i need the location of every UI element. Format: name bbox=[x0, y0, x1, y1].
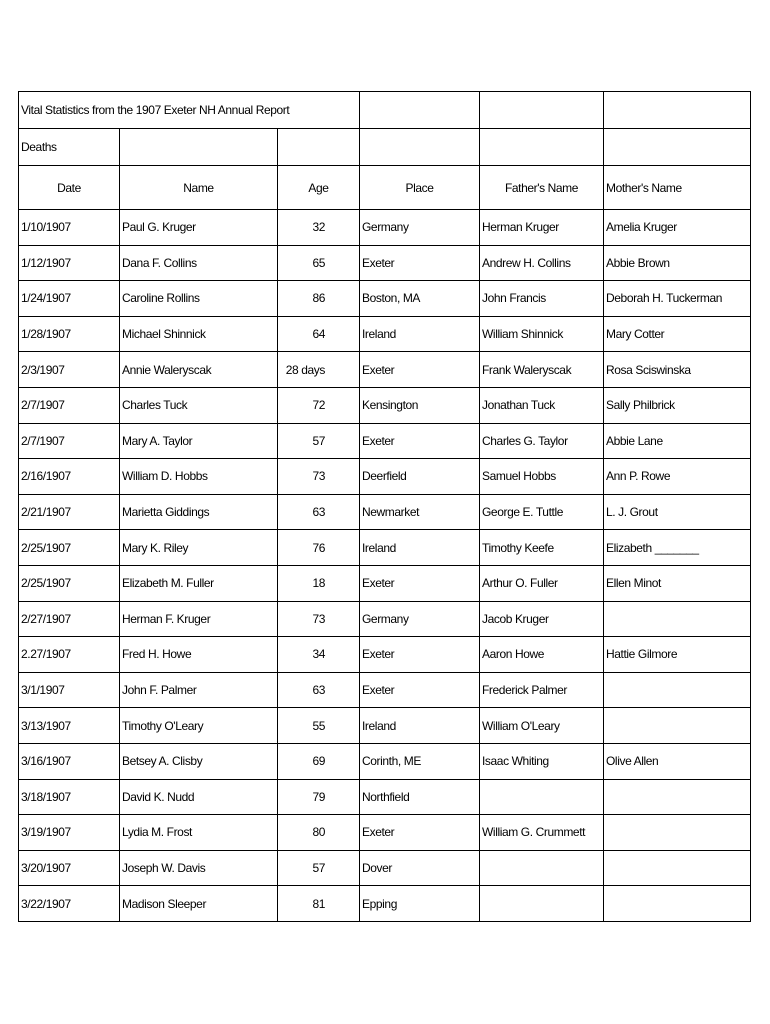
cell-mother: Abbie Lane bbox=[604, 423, 751, 459]
cell-name: Paul G. Kruger bbox=[120, 210, 278, 246]
cell-age: 65 bbox=[278, 245, 360, 281]
table-row bbox=[19, 708, 751, 744]
cell-name: Michael Shinnick bbox=[120, 316, 278, 352]
cell-father: George E. Tuttle bbox=[480, 494, 604, 530]
cell-mother bbox=[604, 672, 751, 708]
cell-mother bbox=[604, 886, 751, 922]
cell-father: Andrew H. Collins bbox=[480, 245, 604, 281]
cell-age: 72 bbox=[278, 387, 360, 423]
cell-name: David K. Nudd bbox=[120, 779, 278, 815]
cell-age: 79 bbox=[278, 779, 360, 815]
cell-name: Elizabeth M. Fuller bbox=[120, 565, 278, 601]
cell-date: 3/20/1907 bbox=[19, 850, 120, 886]
table-row bbox=[19, 494, 751, 530]
cell-father: John Francis bbox=[480, 281, 604, 317]
section-row bbox=[19, 129, 751, 166]
cell-place: Exeter bbox=[360, 245, 480, 281]
cell-father: Timothy Keefe bbox=[480, 530, 604, 566]
cell-age: 63 bbox=[278, 494, 360, 530]
cell-place: Exeter bbox=[360, 352, 480, 388]
empty-cell bbox=[480, 92, 604, 129]
cell-name: Marietta Giddings bbox=[120, 494, 278, 530]
cell-mother bbox=[604, 708, 751, 744]
table-row bbox=[19, 850, 751, 886]
cell-name: Herman F. Kruger bbox=[120, 601, 278, 637]
table-row bbox=[19, 530, 751, 566]
cell-place: Exeter bbox=[360, 423, 480, 459]
cell-father bbox=[480, 850, 604, 886]
cell-place: Boston, MA bbox=[360, 281, 480, 317]
cell-date: 2/16/1907 bbox=[19, 459, 120, 495]
cell-father: William G. Crummett bbox=[480, 815, 604, 851]
cell-date: 2/3/1907 bbox=[19, 352, 120, 388]
empty-cell bbox=[480, 129, 604, 166]
empty-cell bbox=[360, 92, 480, 129]
cell-mother: Olive Allen bbox=[604, 743, 751, 779]
table-row bbox=[19, 886, 751, 922]
cell-age: 64 bbox=[278, 316, 360, 352]
cell-date: 3/19/1907 bbox=[19, 815, 120, 851]
cell-age: 81 bbox=[278, 886, 360, 922]
cell-name: Mary A. Taylor bbox=[120, 423, 278, 459]
table-row bbox=[19, 459, 751, 495]
cell-mother bbox=[604, 601, 751, 637]
cell-date: 3/13/1907 bbox=[19, 708, 120, 744]
cell-date: 1/28/1907 bbox=[19, 316, 120, 352]
cell-age: 76 bbox=[278, 530, 360, 566]
cell-age: 69 bbox=[278, 743, 360, 779]
cell-place: Germany bbox=[360, 210, 480, 246]
cell-father bbox=[480, 779, 604, 815]
table-row bbox=[19, 387, 751, 423]
cell-name: Dana F. Collins bbox=[120, 245, 278, 281]
cell-father: Aaron Howe bbox=[480, 637, 604, 673]
cell-father: Charles G. Taylor bbox=[480, 423, 604, 459]
cell-date: 2/7/1907 bbox=[19, 387, 120, 423]
empty-cell bbox=[360, 129, 480, 166]
cell-name: Annie Waleryscak bbox=[120, 352, 278, 388]
header-row bbox=[19, 166, 751, 210]
cell-place: Exeter bbox=[360, 672, 480, 708]
cell-date: 2/25/1907 bbox=[19, 565, 120, 601]
cell-place: Dover bbox=[360, 850, 480, 886]
cell-place: Newmarket bbox=[360, 494, 480, 530]
cell-place: Northfield bbox=[360, 779, 480, 815]
cell-date: 1/24/1907 bbox=[19, 281, 120, 317]
header-name: Name bbox=[120, 166, 278, 210]
table-row bbox=[19, 316, 751, 352]
cell-place: Ireland bbox=[360, 530, 480, 566]
cell-mother bbox=[604, 779, 751, 815]
table-row bbox=[19, 601, 751, 637]
cell-age: 57 bbox=[278, 850, 360, 886]
cell-name: Betsey A. Clisby bbox=[120, 743, 278, 779]
cell-father: William Shinnick bbox=[480, 316, 604, 352]
cell-father: Jonathan Tuck bbox=[480, 387, 604, 423]
header-age: Age bbox=[278, 166, 360, 210]
table-row bbox=[19, 281, 751, 317]
cell-name: Lydia M. Frost bbox=[120, 815, 278, 851]
cell-mother: Deborah H. Tuckerman bbox=[604, 281, 751, 317]
cell-name: Fred H. Howe bbox=[120, 637, 278, 673]
table-row bbox=[19, 637, 751, 673]
cell-age: 63 bbox=[278, 672, 360, 708]
table-row bbox=[19, 743, 751, 779]
table-row bbox=[19, 352, 751, 388]
cell-place: Epping bbox=[360, 886, 480, 922]
cell-place: Ireland bbox=[360, 708, 480, 744]
cell-place: Exeter bbox=[360, 815, 480, 851]
cell-date: 1/12/1907 bbox=[19, 245, 120, 281]
cell-age: 18 bbox=[278, 565, 360, 601]
cell-age: 86 bbox=[278, 281, 360, 317]
cell-date: 2/27/1907 bbox=[19, 601, 120, 637]
header-mother: Mother's Name bbox=[604, 166, 751, 210]
cell-father: Herman Kruger bbox=[480, 210, 604, 246]
cell-name: John F. Palmer bbox=[120, 672, 278, 708]
cell-name: Madison Sleeper bbox=[120, 886, 278, 922]
cell-mother: L. J. Grout bbox=[604, 494, 751, 530]
cell-date: 2.27/1907 bbox=[19, 637, 120, 673]
cell-mother: Ellen Minot bbox=[604, 565, 751, 601]
cell-age: 28 days bbox=[278, 352, 360, 388]
cell-age: 73 bbox=[278, 601, 360, 637]
table-row bbox=[19, 565, 751, 601]
cell-place: Germany bbox=[360, 601, 480, 637]
cell-name: William D. Hobbs bbox=[120, 459, 278, 495]
table-row bbox=[19, 779, 751, 815]
cell-mother: Ann P. Rowe bbox=[604, 459, 751, 495]
cell-mother bbox=[604, 850, 751, 886]
cell-mother bbox=[604, 815, 751, 851]
cell-name: Mary K. Riley bbox=[120, 530, 278, 566]
cell-date: 3/18/1907 bbox=[19, 779, 120, 815]
cell-mother: Rosa Sciswinska bbox=[604, 352, 751, 388]
cell-mother: Abbie Brown bbox=[604, 245, 751, 281]
cell-date: 2/7/1907 bbox=[19, 423, 120, 459]
cell-father: William O'Leary bbox=[480, 708, 604, 744]
cell-age: 57 bbox=[278, 423, 360, 459]
empty-cell bbox=[120, 129, 278, 166]
section-label: Deaths bbox=[19, 129, 120, 166]
cell-name: Caroline Rollins bbox=[120, 281, 278, 317]
cell-date: 3/1/1907 bbox=[19, 672, 120, 708]
cell-place: Exeter bbox=[360, 565, 480, 601]
header-place: Place bbox=[360, 166, 480, 210]
cell-place: Exeter bbox=[360, 637, 480, 673]
cell-place: Deerfield bbox=[360, 459, 480, 495]
cell-age: 55 bbox=[278, 708, 360, 744]
report-title: Vital Statistics from the 1907 Exeter NH Annual Report bbox=[19, 92, 360, 129]
cell-mother: Mary Cotter bbox=[604, 316, 751, 352]
empty-cell bbox=[604, 129, 751, 166]
cell-name: Timothy O'Leary bbox=[120, 708, 278, 744]
empty-cell bbox=[278, 129, 360, 166]
cell-age: 34 bbox=[278, 637, 360, 673]
cell-mother: Elizabeth _______ bbox=[604, 530, 751, 566]
header-father: Father's Name bbox=[480, 166, 604, 210]
cell-age: 32 bbox=[278, 210, 360, 246]
cell-date: 3/16/1907 bbox=[19, 743, 120, 779]
cell-mother: Sally Philbrick bbox=[604, 387, 751, 423]
cell-father: Isaac Whiting bbox=[480, 743, 604, 779]
cell-father: Samuel Hobbs bbox=[480, 459, 604, 495]
cell-mother: Hattie Gilmore bbox=[604, 637, 751, 673]
cell-place: Kensington bbox=[360, 387, 480, 423]
cell-date: 2/21/1907 bbox=[19, 494, 120, 530]
title-row bbox=[19, 92, 751, 129]
cell-father: Arthur O. Fuller bbox=[480, 565, 604, 601]
cell-place: Ireland bbox=[360, 316, 480, 352]
cell-name: Charles Tuck bbox=[120, 387, 278, 423]
cell-father bbox=[480, 886, 604, 922]
cell-date: 1/10/1907 bbox=[19, 210, 120, 246]
empty-cell bbox=[604, 92, 751, 129]
table-row bbox=[19, 210, 751, 246]
cell-father: Frederick Palmer bbox=[480, 672, 604, 708]
cell-age: 73 bbox=[278, 459, 360, 495]
table-row bbox=[19, 423, 751, 459]
cell-place: Corinth, ME bbox=[360, 743, 480, 779]
cell-mother: Amelia Kruger bbox=[604, 210, 751, 246]
table-row bbox=[19, 815, 751, 851]
cell-date: 2/25/1907 bbox=[19, 530, 120, 566]
cell-name: Joseph W. Davis bbox=[120, 850, 278, 886]
table-row bbox=[19, 245, 751, 281]
header-date: Date bbox=[19, 166, 120, 210]
cell-father: Frank Waleryscak bbox=[480, 352, 604, 388]
cell-age: 80 bbox=[278, 815, 360, 851]
cell-date: 3/22/1907 bbox=[19, 886, 120, 922]
table-row bbox=[19, 672, 751, 708]
deaths-table bbox=[18, 91, 751, 922]
cell-father: Jacob Kruger bbox=[480, 601, 604, 637]
